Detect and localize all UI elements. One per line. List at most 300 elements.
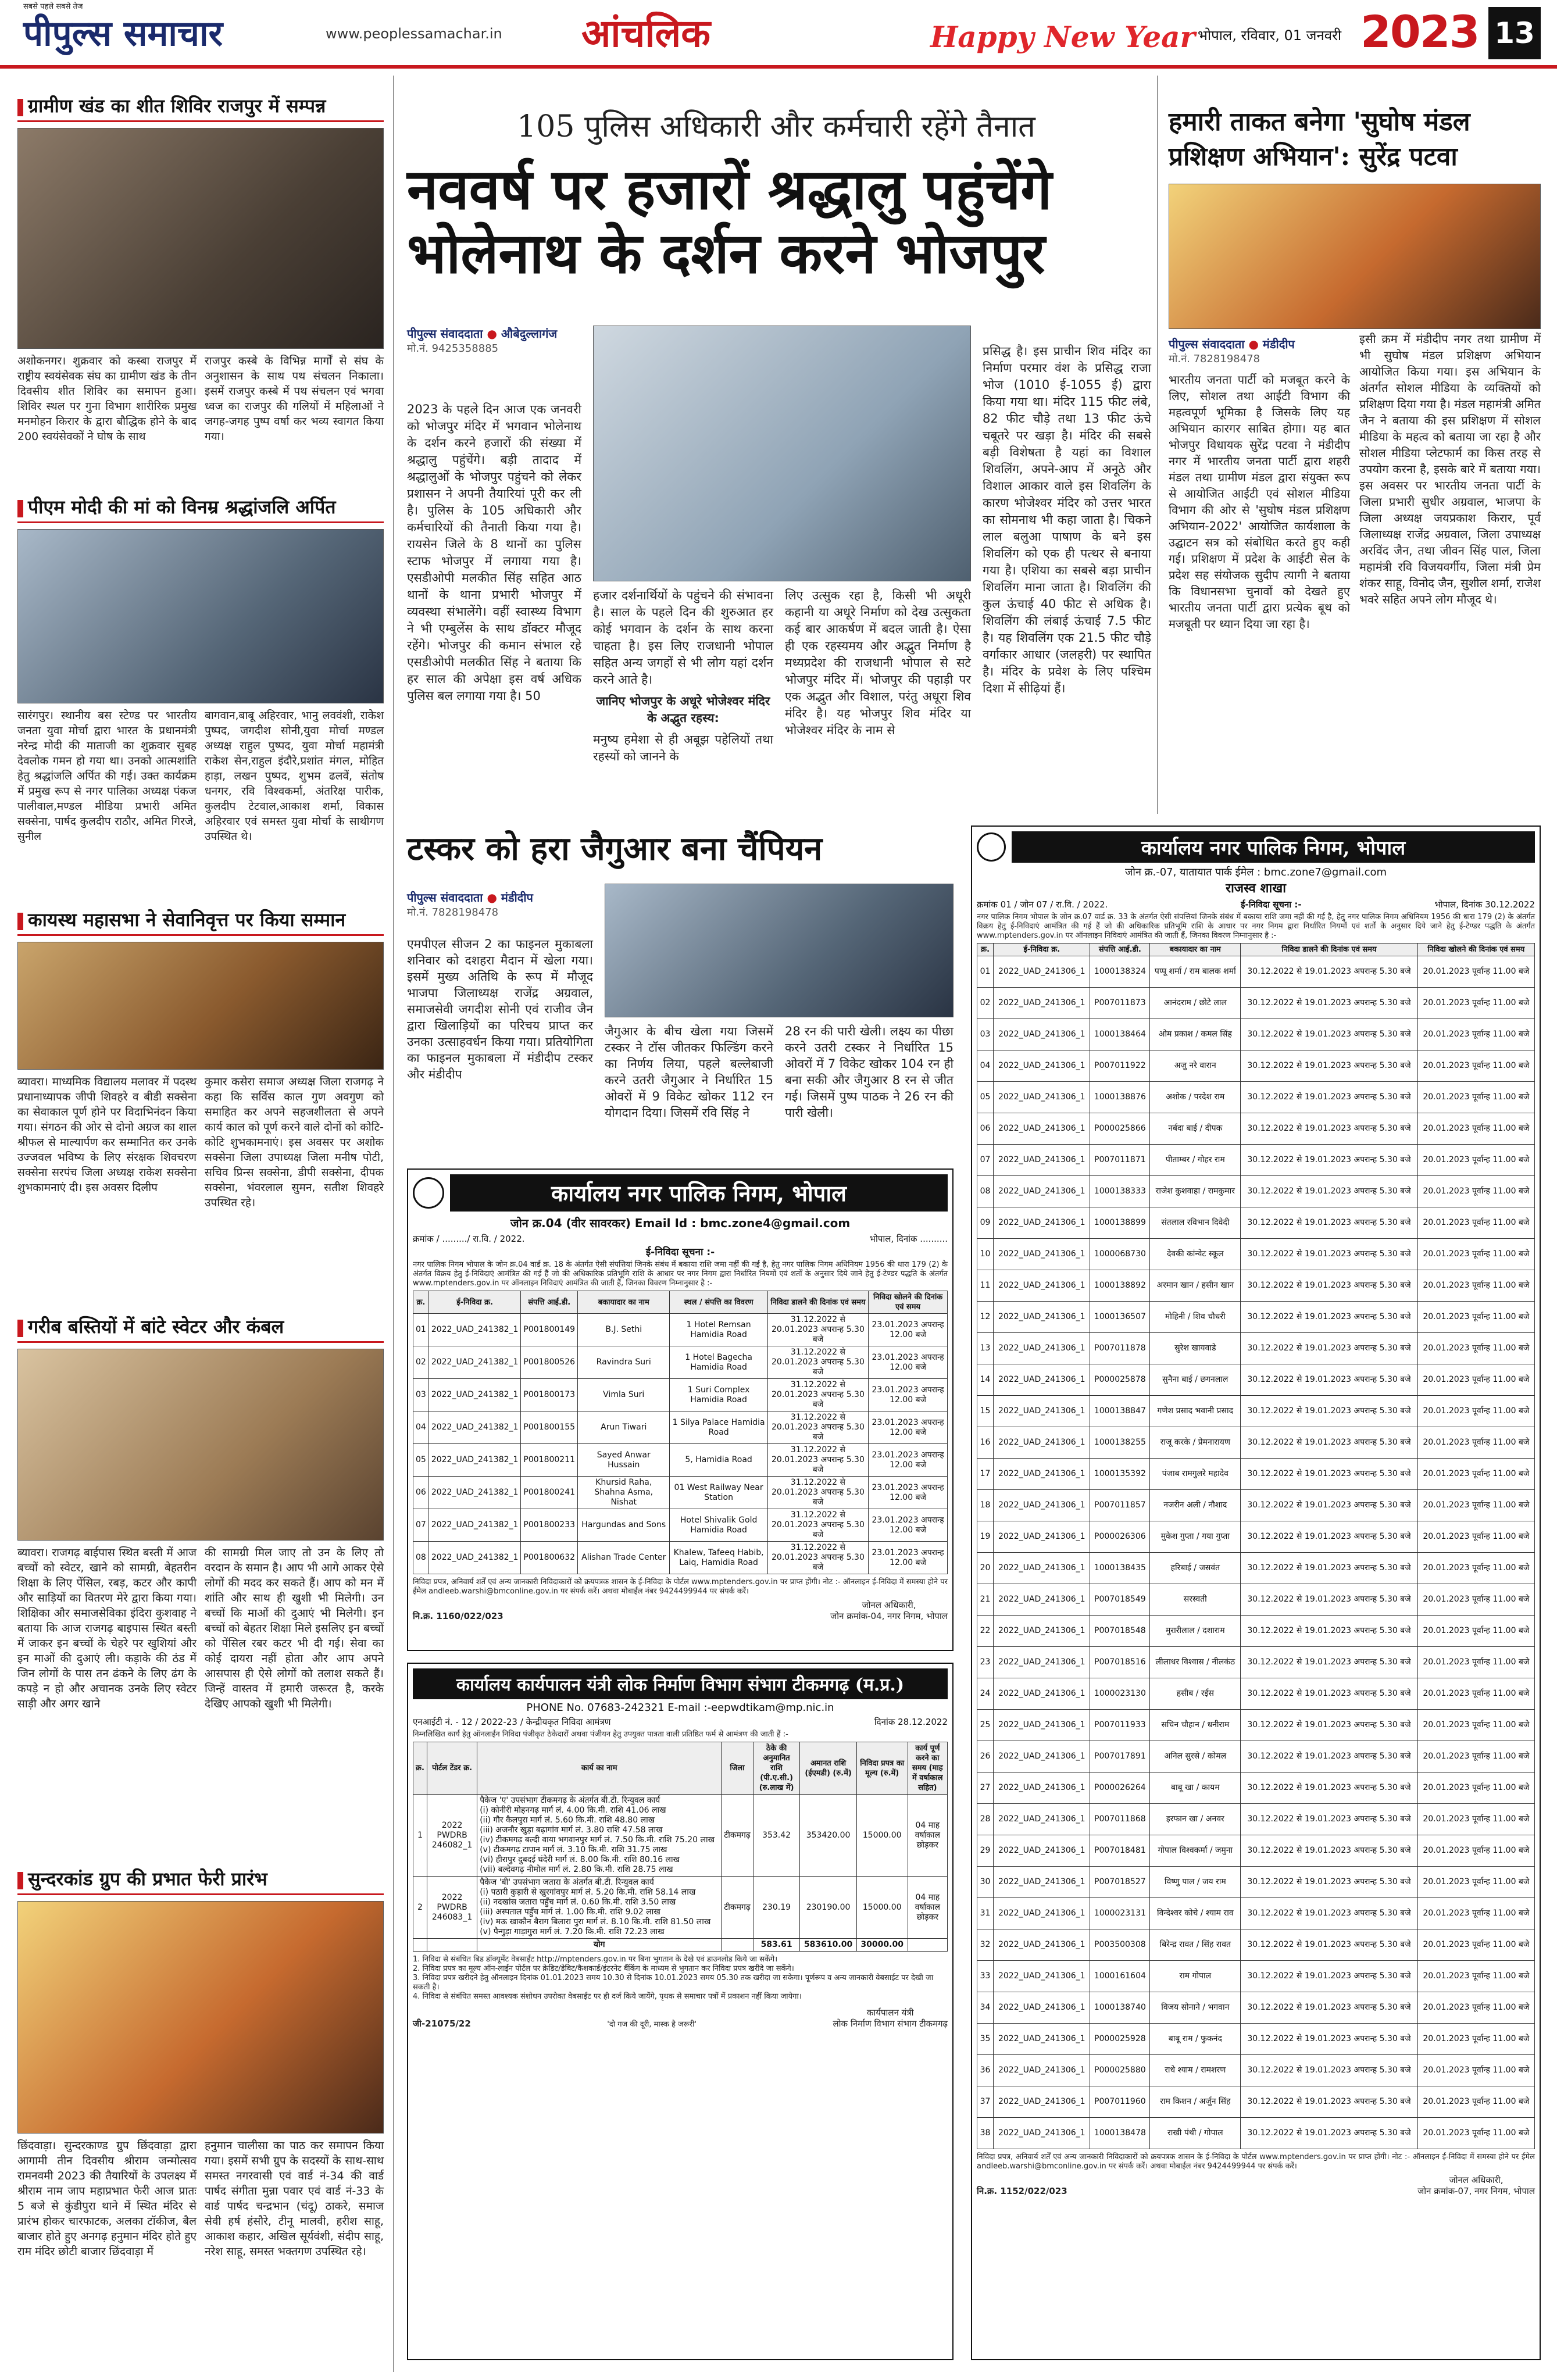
notice-date: भोपाल, दिनांक ..........: [869, 1234, 948, 1244]
table-cell: 30.12.2022 से 19.01.2023 अपरान्ह 5.30 बजे: [1241, 1176, 1417, 1207]
table-cell: विष्णु पाल / जय राम: [1150, 1867, 1241, 1898]
dateline: भोपाल, रविवार, 01 जनवरी: [1198, 27, 1342, 44]
table-cell: 2022_UAD_241306_1: [994, 1898, 1090, 1929]
table-cell: 02: [413, 1346, 429, 1379]
table-cell: 31.12.2022 से 20.01.2023 अपरान्ह 5.30 बजे: [767, 1379, 868, 1411]
notice-title: कार्यालय नगर पालिक निगम, भोपाल: [450, 1174, 948, 1212]
table-cell: 22: [977, 1616, 994, 1647]
table-header-cell: अमानत राशि (ईएमडी) (रु.में): [800, 1742, 856, 1795]
table-cell: P007011873: [1090, 988, 1150, 1019]
table-cell: 20.01.2023 पूर्वान्ह 11.00 बजे: [1417, 1396, 1534, 1427]
table-row: [977, 1616, 1535, 1647]
table-cell: 13: [977, 1333, 994, 1364]
table-cell: राजेश कुशवाहा / रामकुमार: [1150, 1176, 1241, 1207]
notice-subtitle: ई-निविदा सूचना :-: [645, 1246, 715, 1258]
table-header-cell: पोर्टल टेंडर क्र.: [427, 1742, 477, 1795]
table-cell: 30.12.2022 से 19.01.2023 अपरान्ह 5.30 बजे: [1241, 1270, 1417, 1302]
table-cell: 20.01.2023 पूर्वान्ह 11.00 बजे: [1417, 1835, 1534, 1867]
table-cell: [413, 1939, 427, 1952]
column-divider: [1157, 76, 1158, 814]
tender-table: [413, 1291, 948, 1574]
table-cell: 1: [413, 1795, 427, 1877]
table-cell: टीकमगढ़: [722, 1877, 753, 1939]
table-cell: 35: [977, 2024, 994, 2055]
photo-felicitation: [17, 942, 384, 1070]
table-row: [977, 1396, 1535, 1427]
table-cell: 30.12.2022 से 19.01.2023 अपरान्ह 5.30 बजे: [1241, 1992, 1417, 2024]
table-cell: Khalew, Tafeeq Habib, Laiq, Hamidia Road: [670, 1542, 767, 1574]
table-cell: 30.12.2022 से 19.01.2023 अपरान्ह 5.30 बजे: [1241, 2086, 1417, 2118]
table-cell: 20.01.2023 पूर्वान्ह 11.00 बजे: [1417, 1616, 1534, 1647]
table-cell: नर्बदा बाई / दीपक: [1150, 1113, 1241, 1145]
table-header-cell: संपत्ति आई.डी.: [521, 1291, 578, 1314]
table-cell: 2022_UAD_241306_1: [994, 1050, 1090, 1082]
table-cell: 1000138876: [1090, 1082, 1150, 1113]
table-row: [977, 1302, 1535, 1333]
table-cell: 30000.00: [856, 1939, 908, 1952]
table-header-cell: ई-निविदा क्र.: [994, 944, 1090, 956]
notice-footer: निविदा प्रपत्र, अनिवार्य शर्तें एवं अन्य जानकारी निविदाकारों को क्रयपत्रक शासन के ई-निविदा के पोर्टल www.mptenders.gov.in पर प्राप्त होंगी। नोट :- ऑनलाइन ई-निविदा में समस्या होने पर ईमेल andleeb.warshi@bmconline.gov.in पर संपर्क करें। अथवा मोबाईल नंबर 9424499944 पर संपर्क करें।: [413, 1578, 948, 1596]
story-text: की सामग्री मिल जाए तो उन के लिए तो वरदान के समान है। आप भी आगे आकर ऐसे लोगों की मदद कर सकते हैं। आप को मन में शांति और साथ ही खुशी भी मिलेगी। उन बच्चों कि माओं की दुआएं भी मिलेगी। इन बच्चों को बेहतर शिक्षा मिले इसलिए इन बच्चों को पेंसिल रबर कटर भी दी गई। सेवा का कोई दायरा नहीं होता और आप अपने आसपास ही ऐसे लोगों को तलाश सकते हैं। जिन्हें वास्तव में हमारी जरूरत है, करके देखिए आपको खुशी भी मिलेगी।: [205, 1546, 384, 1710]
table-cell: 17: [977, 1459, 994, 1490]
notice-date: दिनांक 28.12.2022: [874, 1717, 948, 1727]
table-row: [977, 1270, 1535, 1302]
notice-zone: जोन क्र.04 (वीर सावरकर) Email Id : bmc.zone4@gmail.com: [510, 1216, 851, 1230]
table-cell: 1000138478: [1090, 2118, 1150, 2149]
tender-notice-pwd: [407, 1663, 954, 2360]
table-cell: P007018549: [1090, 1584, 1150, 1616]
table-cell: 12: [977, 1302, 994, 1333]
table-cell: 20.01.2023 पूर्वान्ह 11.00 बजे: [1417, 1082, 1534, 1113]
table-row: [977, 988, 1535, 1019]
table-cell: ओम प्रकाश / कमल सिंह: [1150, 1019, 1241, 1050]
notice-contact: PHONE No. 07683-242321 E-mail :-eepwdtikam@mp.nic.in: [526, 1702, 834, 1714]
table-row: [977, 2024, 1535, 2055]
table-cell: 2022_UAD_241382_1: [428, 1509, 521, 1542]
table-cell: इरफान खा / अनवर: [1150, 1804, 1241, 1835]
table-row: [413, 1542, 948, 1574]
table-cell: 2022_UAD_241306_1: [994, 1176, 1090, 1207]
table-cell: 03: [977, 1019, 994, 1050]
notice-ref: क्रमांक 01 / जोन 07 / रा.वि. / 2022.: [977, 899, 1108, 910]
table-cell: टीकमगढ़: [722, 1795, 753, 1877]
table-cell: 32: [977, 1929, 994, 1961]
table-cell: योग: [477, 1939, 722, 1952]
table-cell: मुकेश गुप्ता / गया गुप्ता: [1150, 1521, 1241, 1553]
table-cell: पीताम्बर / गोहर राम: [1150, 1145, 1241, 1176]
website-url[interactable]: www.peoplessamachar.in: [326, 26, 502, 42]
byline-mobile: मो.नं. 7828198478: [407, 906, 499, 919]
table-cell: 31.12.2022 से 20.01.2023 अपरान्ह 5.30 बजे: [767, 1477, 868, 1509]
story-text: कुमार कसेरा समाज अध्यक्ष जिला राजगढ़ ने कहा कि सर्विस काल गुण अवगुण को समाहित कर अपने सहजशीलता से अपने कार्य काल को पूर्ण करने वाले दोनों को कोटि-कोटि शुभकामनाएं। इस अवसर पर अशोक सक्सेना जिला उपाध्यक्ष जिला मनीष पोटी, सचिव प्रिन्स सक्सेना, डीपी सक्सेना, दीपक सक्सेना, भंवरलाल सुमन, सतीश शिवहरे उपस्थित रहे।: [205, 1075, 384, 1209]
story-text: सारंगपुर। स्थानीय बस स्टेण्ड पर भारतीय जनता युवा मोर्चा द्वारा भारत के प्रधानमंत्री नरेन्द्र मोदी की माताजी का शुक्रवार सुबह देवलोक गमन हो गया था। उनको आत्मशांति हेतु श्रद्धांजलि अर्पित की गई। उक्त कार्यक्रम में प्रमुख रूप से नगर पालिका अध्यक्ष पंकज पालीवाल,मण्डल मीडिया प्रभारी अमित सक्सेना, पार्षद कुलदीप राठौर, अमित गिरजे, सुनील: [17, 709, 197, 843]
table-row: [977, 1553, 1535, 1584]
table-cell: 1 Suri Complex Hamidia Road: [670, 1379, 767, 1411]
table-cell: 20.01.2023 पूर्वान्ह 11.00 बजे: [1417, 1584, 1534, 1616]
table-header-cell: निविदा खोलने की दिनांक एवं समय: [1417, 944, 1534, 956]
notice-signature: कार्यपालन यंत्री लोक निर्माण विभाग संभाग टीकमगढ़: [833, 2007, 948, 2029]
table-cell: Khursid Raha, Shahna Asma, Nishat: [578, 1477, 670, 1509]
table-cell: 30.12.2022 से 19.01.2023 अपरान्ह 5.30 बजे: [1241, 1898, 1417, 1929]
headline: ग्रामीण खंड का शीत शिविर राजपुर में सम्पन्न: [17, 93, 384, 122]
table-header-cell: निविदा प्रपत्र का मूल्य (रु.में): [856, 1742, 908, 1795]
table-row: [413, 1314, 948, 1346]
table-cell: 30.12.2022 से 19.01.2023 अपरान्ह 5.30 बजे: [1241, 1050, 1417, 1082]
table-cell: 1000023130: [1090, 1678, 1150, 1710]
lead-kicker: 105 पुलिस अधिकारी और कर्मचारी रहेंगे तैनात: [517, 109, 1035, 144]
table-cell: P001800241: [521, 1477, 578, 1509]
headline: पीएम मोदी की मां को विनम्र श्रद्धांजलि अर्पित: [17, 494, 384, 523]
table-row: [413, 1444, 948, 1477]
table-cell: 2022_UAD_241306_1: [994, 1302, 1090, 1333]
headline: गरीब बस्तियों में बांटे स्वेटर और कंबल: [17, 1314, 384, 1343]
table-cell: संतलाल रविभान दिवेदी: [1150, 1207, 1241, 1239]
table-row: [977, 1992, 1535, 2024]
table-cell: 01: [413, 1314, 429, 1346]
table-cell: 30.12.2022 से 19.01.2023 अपरान्ह 5.30 बजे: [1241, 1302, 1417, 1333]
section-title: आंचलिक: [581, 10, 710, 56]
table-cell: 20.01.2023 पूर्वान्ह 11.00 बजे: [1417, 1302, 1534, 1333]
table-row: [977, 1050, 1535, 1082]
table-cell: P007011922: [1090, 1050, 1150, 1082]
table-cell: 20.01.2023 पूर्वान्ह 11.00 बजे: [1417, 1929, 1534, 1961]
municipal-emblem-icon: [413, 1177, 444, 1209]
table-cell: 1000138255: [1090, 1427, 1150, 1459]
pwd-tender-table: [413, 1742, 948, 1952]
table-cell: 11: [977, 1270, 994, 1302]
table-cell: 30.12.2022 से 19.01.2023 अपरान्ह 5.30 बजे: [1241, 2055, 1417, 2086]
new-year-greeting: Happy New Year: [930, 20, 1195, 54]
table-cell: 04: [413, 1411, 429, 1444]
table-cell: P001800173: [521, 1379, 578, 1411]
table-cell: 30.12.2022 से 19.01.2023 अपरान्ह 5.30 बजे: [1241, 1929, 1417, 1961]
table-cell: 23.01.2023 अपरान्ह 12.00 बजे: [869, 1379, 948, 1411]
table-row: [977, 1961, 1535, 1992]
table-cell: अजु नरे वारान: [1150, 1050, 1241, 1082]
notice-intro: निम्नलिखित कार्य हेतु ऑनलाईन निविदा पंजीकृत ठेकेदारों अथवा पंजीयन हेतु उपयुक्त पात्रता वाली प्रतिष्ठित फर्म से आमंत्रण की जाती हैं :-: [413, 1730, 788, 1739]
table-cell: 02: [977, 988, 994, 1019]
table-cell: 34: [977, 1992, 994, 2024]
table-cell: P000026306: [1090, 1521, 1150, 1553]
table-cell: 18: [977, 1490, 994, 1521]
table-cell: 07: [413, 1509, 429, 1542]
table-cell: 30.12.2022 से 19.01.2023 अपरान्ह 5.30 बजे: [1241, 1396, 1417, 1427]
table-cell: अशोक / परदेश राम: [1150, 1082, 1241, 1113]
table-row: [977, 1019, 1535, 1050]
table-cell: राम किशन / अर्जुन सिंह: [1150, 2086, 1241, 2118]
table-cell: 1000138892: [1090, 1270, 1150, 1302]
table-row: [977, 2055, 1535, 2086]
table-cell: 03: [413, 1379, 429, 1411]
masthead-tagline: सबसे पहले सबसे तेज: [23, 2, 83, 11]
table-cell: P007018548: [1090, 1616, 1150, 1647]
table-cell: 29: [977, 1835, 994, 1867]
lead-col2: हजार दर्शनार्थियों के पहुंचने की संभावना है। साल के पहले दिन की शुरुआत हर कोई भगवान के दर्शन के साथ करना चाहता है। इस लिए राजधानी भोपाल सहित अन्य जगहों से भी लोग यहां दर्शन करने आते है। जानिए भोजपुर के अधूरे भोजेश्वर मंदिर के अद्भुत रहस्य: मनुष्य हमेशा से ही अबूझ पहेलियों तथा रहस्यों को जानने के: [593, 588, 773, 763]
table-cell: P007011878: [1090, 1333, 1150, 1364]
table-row: [977, 1835, 1535, 1867]
table-cell: 20.01.2023 पूर्वान्ह 11.00 बजे: [1417, 1961, 1534, 1992]
table-cell: Hargundas and Sons: [578, 1509, 670, 1542]
table-cell: P007011857: [1090, 1490, 1150, 1521]
story-shivir: [17, 93, 384, 444]
table-cell: 2022_UAD_241306_1: [994, 1490, 1090, 1521]
table-cell: 31.12.2022 से 20.01.2023 अपरान्ह 5.30 बजे: [767, 1509, 868, 1542]
notice-ref: क्रमांक / ........./ रा.वि. / 2022.: [413, 1234, 525, 1244]
table-cell: 353420.00: [800, 1795, 856, 1877]
table-cell: आनंदराम / छोटे लाल: [1150, 988, 1241, 1019]
table-cell: B.J. Sethi: [578, 1314, 670, 1346]
table-cell: 2022_UAD_241382_1: [428, 1477, 521, 1509]
table-row: [977, 1678, 1535, 1710]
table-cell: 19: [977, 1521, 994, 1553]
story-text: छिंदवाड़ा। सुन्दरकाण्ड ग्रुप छिंदवाड़ा द्वारा आगामी तीन दिवसीय श्रीराम जन्मोत्सव रामनवमी 2023 की तैयारियों के उपलक्ष्य में श्रीराम नाम जाप महाप्रभात फेरी आज प्रातः 5 बजे से कुंडीपुरा थाने में स्थित मंदिर से प्रारंभ होकर चारफाटक, अलका टॉकीज, बैल बाजार होते हुए अनगढ़ हनुमान मंदिर होते हुए राम मंदिर छोटी बाजार छिंदवाड़ा में: [17, 2139, 197, 2258]
notice-slogan: 'दो गज की दूरी, मास्क है जरूरी': [607, 2020, 697, 2029]
table-cell: 10: [977, 1239, 994, 1270]
headline: सुन्दरकांड ग्रुप की प्रभात फेरी प्रारंभ: [17, 1866, 384, 1895]
table-header-cell: कार्य का नाम: [477, 1742, 722, 1795]
table-row: [977, 1113, 1535, 1145]
table-cell: P007018481: [1090, 1835, 1150, 1867]
table-cell: 04: [977, 1050, 994, 1082]
table-cell: 20.01.2023 पूर्वान्ह 11.00 बजे: [1417, 1333, 1534, 1364]
table-cell: P007011933: [1090, 1710, 1150, 1741]
table-cell: 20.01.2023 पूर्वान्ह 11.00 बजे: [1417, 1867, 1534, 1898]
table-row: [977, 1867, 1535, 1898]
table-cell: 2022_UAD_241306_1: [994, 1270, 1090, 1302]
table-cell: 31: [977, 1898, 994, 1929]
story-sweater: [17, 1314, 384, 1711]
table-cell: 20.01.2023 पूर्वान्ह 11.00 बजे: [1417, 1553, 1534, 1584]
table-cell: 2022_UAD_241306_1: [994, 2024, 1090, 2055]
table-cell: 01 West Railway Near Station: [670, 1477, 767, 1509]
notice-footer: निविदा प्रपत्र, अनिवार्य शर्तें एवं अन्य जानकारी निविदाकारों को क्रयपत्रक शासन के ई-निविदा के पोर्टल www.mptenders.gov.in पर प्राप्त होंगी। नोट :- ऑनलाइन ई-निविदा में समस्या होने पर ईमेल andleeb.warshi@bmconline.gov.in पर संपर्क करें। अथवा मोबाईल नंबर 9424499944 पर संपर्क करें।: [977, 2153, 1535, 2171]
table-cell: 2022_UAD_241306_1: [994, 1835, 1090, 1867]
table-cell: राजू करके / प्रेमनारायण: [1150, 1427, 1241, 1459]
photo-workshop-stage: [1169, 184, 1541, 329]
lead-story: [407, 105, 1145, 285]
table-cell: 15000.00: [856, 1795, 908, 1877]
table-cell: 23.01.2023 अपरान्ह 12.00 बजे: [869, 1444, 948, 1477]
table-cell: 16: [977, 1427, 994, 1459]
photo-tribute-gathering: [17, 529, 384, 703]
table-cell: मुरारीलाल / दशाराम: [1150, 1616, 1241, 1647]
table-cell: [908, 1939, 947, 1952]
table-row: [977, 2086, 1535, 2118]
table-cell: सरस्वती: [1150, 1584, 1241, 1616]
table-row: [977, 1082, 1535, 1113]
table-row: [977, 1490, 1535, 1521]
table-cell: 583610.00: [800, 1939, 856, 1952]
table-cell: 30.12.2022 से 19.01.2023 अपरान्ह 5.30 बजे: [1241, 956, 1417, 988]
table-cell: P007011960: [1090, 2086, 1150, 2118]
table-cell: 2022_UAD_241306_1: [994, 1364, 1090, 1396]
story-kayastha: [17, 907, 384, 1210]
table-cell: P007018527: [1090, 1867, 1150, 1898]
table-header-cell: स्थल / संपत्ति का विवरण: [670, 1291, 767, 1314]
table-cell: 23.01.2023 अपरान्ह 12.00 बजे: [869, 1314, 948, 1346]
table-cell: 23.01.2023 अपरान्ह 12.00 बजे: [869, 1346, 948, 1379]
table-cell: सचिन चौहान / धनीराम: [1150, 1710, 1241, 1741]
table-cell: 06: [977, 1113, 994, 1145]
byline: पीपुल्स संवाददाता ● मंडीदीप: [407, 891, 533, 905]
table-cell: 08: [977, 1176, 994, 1207]
table-cell: 21: [977, 1584, 994, 1616]
table-row: [977, 1239, 1535, 1270]
table-cell: 30.12.2022 से 19.01.2023 अपरान्ह 5.30 बजे: [1241, 1082, 1417, 1113]
story-text: अशोकनगर। शुक्रवार को कस्बा राजपुर में राष्ट्रीय स्वयंसेवक संघ का ग्रामीण खंड के तीन दिवसीय शीत शिविर का समापन हुआ। शिविर स्थल पर गुना विभाग शारीरिक प्रमुख मनमोहन किरार के द्वारा बौद्धिक होने के बाद 200 स्वयंसेवकों ने घोष के साथ: [17, 355, 197, 443]
table-row: [977, 1584, 1535, 1616]
notice-signature: जोनल अधिकारी, जोन क्रमांक-04, नगर निगम, भोपाल: [830, 1600, 948, 1621]
table-cell: 20.01.2023 पूर्वान्ह 11.00 बजे: [1417, 2055, 1534, 2086]
table-row: [977, 1176, 1535, 1207]
table-cell: P000025878: [1090, 1364, 1150, 1396]
table-cell: 37: [977, 2086, 994, 2118]
table-cell: 20.01.2023 पूर्वान्ह 11.00 बजे: [1417, 1490, 1534, 1521]
table-cell: 1000138740: [1090, 1992, 1150, 2024]
table-cell: 2022_UAD_241306_1: [994, 1082, 1090, 1113]
table-cell: P007018516: [1090, 1647, 1150, 1678]
story-text: ब्यावरा। माध्यमिक विद्यालय मलावर में पदस्थ प्रधानाध्यापक जीपी शिवहरे व बीडी सक्सेना का सेवाकाल पूर्ण होने पर विदाभिनंदन किया गया। संगठन की ओर से दोनो अग्रज का शाल श्रीफल से माल्यार्पण कर सम्मानित कर उनके उज्जवल भविष्य के लिए संरक्षक शिवचरण सक्सेना सरपंच जिला अध्यक्ष राकेश सक्सेना शुभकामनाएं दी। इस अवसर दिलीप: [17, 1075, 197, 1194]
byline-mobile: मो.नं. 7828198478: [1169, 353, 1260, 365]
table-cell: 20.01.2023 पूर्वान्ह 11.00 बजे: [1417, 2086, 1534, 2118]
byline-mobile: मो.नं. 9425358885: [407, 342, 499, 355]
table-cell: P001800155: [521, 1411, 578, 1444]
table-cell: 353.42: [753, 1795, 800, 1877]
table-cell: P000025928: [1090, 2024, 1150, 2055]
table-cell: 31.12.2022 से 20.01.2023 अपरान्ह 5.30 बजे: [767, 1542, 868, 1574]
table-cell: बिरेन्द्र रावत / सिंह रावत: [1150, 1929, 1241, 1961]
table-cell: 36: [977, 2055, 994, 2086]
table-cell: 30.12.2022 से 19.01.2023 अपरान्ह 5.30 बजे: [1241, 1616, 1417, 1647]
table-header-cell: क्र.: [977, 944, 994, 956]
table-cell: 07: [977, 1145, 994, 1176]
table-row: [413, 1877, 948, 1939]
table-cell: Hotel Shivalik Gold Hamidia Road: [670, 1509, 767, 1542]
lead-col3: लिए उत्सुक रहा है, किसी भी अधूरी कहानी या अधूरे निर्माण को देख उत्सुकता कई बार आकर्षण में बदल जाती है। ऐसा ही एक रहस्यमय और अद्भुत निर्माण है मध्यप्रदेश की राजधानी भोपाल से सटे भोजपुर मंदिर में। भोजपुर की पहाड़ी पर एक अद्भुत और विशाल, परंतु अधूरा शिव मंदिर है। यह भोजपुर शिव मंदिर या भोजेश्वर मंदिर के नाम से: [785, 588, 971, 737]
table-cell: 2022_UAD_241306_1: [994, 1239, 1090, 1270]
table-cell: 2022_UAD_241306_1: [994, 1521, 1090, 1553]
table-cell: 05: [977, 1082, 994, 1113]
table-cell: 2022_UAD_241306_1: [994, 1396, 1090, 1427]
story-pm-mother: [17, 494, 384, 844]
table-row: [977, 1521, 1535, 1553]
headline: हमारी ताकत बनेगा 'सुघोष मंडल प्रशिक्षण अभियान': सुरेंद्र पटवा: [1169, 107, 1470, 171]
table-header-cell: ई-निविदा क्र.: [428, 1291, 521, 1314]
table-cell: विजय सोनाने / भगवान: [1150, 1992, 1241, 2024]
table-cell: 30.12.2022 से 19.01.2023 अपरान्ह 5.30 बजे: [1241, 1710, 1417, 1741]
tender-table: [977, 943, 1535, 2149]
table-cell: 30.12.2022 से 19.01.2023 अपरान्ह 5.30 बजे: [1241, 1678, 1417, 1710]
table-cell: 1000135392: [1090, 1459, 1150, 1490]
table-cell: 20.01.2023 पूर्वान्ह 11.00 बजे: [1417, 1145, 1534, 1176]
table-cell: 31.12.2022 से 20.01.2023 अपरान्ह 5.30 बजे: [767, 1346, 868, 1379]
table-cell: 30: [977, 1867, 994, 1898]
table-cell: 1 Hotel Bagecha Hamidia Road: [670, 1346, 767, 1379]
lead-col1: 2023 के पहले दिन आज एक जनवरी को भोजपुर मंदिर में भगवान भोलेनाथ के दर्शन करने हजारों की संख्या में श्रद्धालु पहुंचेंगे। बड़ी तादाद में श्रद्धालुओं के भोजपुर पहुंचने को लेकर प्रशासन ने अपनी तैयारियां पूरी कर ली है। पुलिस के 105 अधिकारी और कर्मचारियों की तैनाती किया गया है। रायसेन जिले के 8 थानों का पुलिस स्टाफ भोजपुर में लगाया गया है। एसडीओपी मलकीत सिंह सहित आठ थानों के थाना प्रभारी भोजपुर में व्यवस्था संभालेंगे। वहीं स्वास्थ्य विभाग ने भी एम्बुलेंस के साथ डॉक्टर मौजूद रहेंगे। भोजपुर की कमान संभाल रहे एसडीओपी मलकीत सिंह ने बताया कि हर साल की अपेक्षा इस वर्ष अधिक पुलिस बल लगाया गया है। 50: [407, 402, 581, 703]
table-row: [977, 1773, 1535, 1804]
table-row: [977, 1459, 1535, 1490]
table-cell: 1000161604: [1090, 1961, 1150, 1992]
table-row: [977, 1710, 1535, 1741]
table-cell: 1000136507: [1090, 1302, 1150, 1333]
table-cell: 2022_UAD_241382_1: [428, 1542, 521, 1574]
table-cell: 1 Hotel Remsan Hamidia Road: [670, 1314, 767, 1346]
lead-headline: नववर्ष पर हजारों श्रद्धालु पहुंचेंगे भोलेनाथ के दर्शन करने भोजपुर: [407, 156, 1052, 286]
table-cell: नजरीन अली / नौशाद: [1150, 1490, 1241, 1521]
table-cell: 20.01.2023 पूर्वान्ह 11.00 बजे: [1417, 1270, 1534, 1302]
table-cell: 5, Hamidia Road: [670, 1444, 767, 1477]
table-cell: 30.12.2022 से 19.01.2023 अपरान्ह 5.30 बजे: [1241, 1961, 1417, 1992]
notice-date: भोपाल, दिनांक 30.12.2022: [1434, 899, 1535, 910]
notice-title: कार्यालय नगर पालिक निगम, भोपाल: [1012, 831, 1535, 863]
tender-notice-zone7: [971, 826, 1541, 2360]
story-text: भारतीय जनता पार्टी को मजबूत करने के लिए, सोशल तथा आईटी विभाग की महत्वपूर्ण भूमिका है जिसके लिए यह अभियान कारगर साबित होगा। यह बात भोजपुर विधायक सुरेंद्र पटवा ने मंडीदीप नगर में भारतीय जनता पार्टी द्वारा शहरी मंडल तथा ग्रामीण मंडल द्वारा संयुक्त रूप से आयोजित आईटी एवं सोशल मीडिया विभाग की ओर से 'सुघोष मंडल प्रशिक्षण अभियान-2022' आयोजित कार्यशाला के उद्घाटन सत्र को संबोधित करते हुए कही गई। प्रशिक्षण में प्रदेश के आईटी सेल के प्रदेश सह संयोजक सुदीप त्यागी ने बताया कि विधानसभा चुनावों को देखते हुए भारतीय जनता पार्टी द्वारा प्रत्येक बूथ को मजबूती पर ध्यान दिया जा रहा है।: [1169, 373, 1350, 631]
municipal-emblem-icon: [977, 832, 1006, 862]
story-patwa: [1169, 105, 1541, 632]
table-row: [977, 1929, 1535, 1961]
notice-number: जी-21075/22: [413, 2018, 471, 2029]
table-cell: पैकेज 'बी' उपसंभाग जतारा के अंतर्गत बी.टी. रिन्युवल कार्य (i) पठारी कुड़ारी से खुरगांवपुर मार्ग लं. 5.20 कि.मी. राशि 58.14 लाख (ii) नदखांस जतारा पहुँच मार्ग लं. 0.60 कि.मी. राशि 3.50 लाख (iii) अस्पताल पहुँच मार्ग लं. 1.00 कि.मी. राशि 9.02 लाख (iv) मऊ खाकौन बैराग बिलारा पुरा मार्ग लं. 8.10 कि.मी. राशि 81.50 लाख (v) पैन्गुड़ा गाड़ागुरा मार्ग लं. 7.20 कि.मी. राशि 72.23 लाख: [477, 1877, 722, 1939]
table-row: [413, 1509, 948, 1542]
table-cell: 1000138435: [1090, 1553, 1150, 1584]
story-tusker: [407, 826, 954, 870]
table-cell: P001800149: [521, 1314, 578, 1346]
table-cell: 20.01.2023 पूर्वान्ह 11.00 बजे: [1417, 1678, 1534, 1710]
table-header-cell: ठेके की अनुमानित राशि (पी.ए.सी.) (रु.लाख में): [753, 1742, 800, 1795]
table-cell: 20: [977, 1553, 994, 1584]
table-cell: राधे श्याम / रामशरण: [1150, 2055, 1241, 2086]
table-cell: P003500308: [1090, 1929, 1150, 1961]
table-cell: 2022_UAD_241306_1: [994, 1019, 1090, 1050]
table-cell: 2022_UAD_241382_1: [428, 1444, 521, 1477]
headline: टस्कर को हरा जैगुआर बना चैंपियन: [407, 830, 823, 868]
table-cell: 23.01.2023 अपरान्ह 12.00 बजे: [869, 1542, 948, 1574]
table-cell: हरिबाई / जसवंत: [1150, 1553, 1241, 1584]
table-cell: 28: [977, 1804, 994, 1835]
table-cell: P001800632: [521, 1542, 578, 1574]
table-cell: 2022_UAD_241382_1: [428, 1411, 521, 1444]
table-header-cell: कार्य पूर्ण करने का समय (माह में वर्षाकाल सहित): [908, 1742, 947, 1795]
table-header-cell: निविदा डालने की दिनांक एवं समय: [1241, 944, 1417, 956]
table-cell: P007011871: [1090, 1145, 1150, 1176]
table-cell: 1000023131: [1090, 1898, 1150, 1929]
photo-bhojpur-temple: [593, 326, 971, 581]
table-cell: 2022_UAD_241306_1: [994, 1647, 1090, 1678]
table-cell: 2022_UAD_241306_1: [994, 1553, 1090, 1584]
table-cell: 20.01.2023 पूर्वान्ह 11.00 बजे: [1417, 1113, 1534, 1145]
table-row: [977, 1804, 1535, 1835]
tusker-col1: एमपीएल सीजन 2 का फाइनल मुकाबला शनिवार को दशहरा मैदान में खेला गया। इसमें मुख्य अतिथि के रूप में मौजूद भाजपा जिलाध्यक्ष राजेंद्र अग्रवाल, समाजसेवी जगदीश सोनी एवं राजीव जैन द्वारा खिलाड़ियों का परिचय प्राप्त कर उनका उत्साहवर्धन किया गया। प्रतियोगिता का फाइनल मुकाबला में मंडीदीप टस्कर और मंडीदीप: [407, 937, 593, 1081]
table-cell: 2022_UAD_241306_1: [994, 1773, 1090, 1804]
table-cell: 2022_UAD_241306_1: [994, 2086, 1090, 2118]
headline: कायस्थ महासभा ने सेवानिवृत्त पर किया सम्मान: [17, 907, 384, 936]
notice-title: कार्यालय कार्यपालन यंत्री लोक निर्माण विभाग संभाग टीकमगढ़ (म.प्र.): [413, 1668, 948, 1699]
notice-number: नि.क्र. 1160/022/023: [413, 1611, 503, 1621]
lead-byline-box: [407, 326, 581, 355]
table-header-cell: निविदा खोलने की दिनांक एवं समय: [869, 1291, 948, 1314]
table-cell: 20.01.2023 पूर्वान्ह 11.00 बजे: [1417, 1019, 1534, 1050]
notice-signature: जोनल अधिकारी, जोन क्रमांक-07, नगर निगम, भोपाल: [1417, 2175, 1535, 2196]
table-cell: 20.01.2023 पूर्वान्ह 11.00 बजे: [1417, 2118, 1534, 2149]
story-text: हनुमान चालीसा का पाठ कर समापन किया गया। इसमें सभी ग्रुप के सदस्यों के साथ-साथ समस्त नगरवासी एवं वार्ड नं-34 की वार्ड पार्षद संगीता मुन्ना पवार एवं वार्ड नं-33 के वार्ड पार्षद चन्द्रभान (चंदू) ठाकरे, समाज सेवी हर्ष हंसौरे, टीनू मालवी, हरीश साहू, आकाश कहार, अखिल सूर्यवंशी, संदीप साहू, नरेश साहू, समस्त भक्तगण उपस्थित रहे।: [205, 2139, 384, 2258]
table-cell: 20.01.2023 पूर्वान्ह 11.00 बजे: [1417, 1992, 1534, 2024]
table-cell: 2022_UAD_241306_1: [994, 1427, 1090, 1459]
table-cell: 2022_UAD_241306_1: [994, 1584, 1090, 1616]
table-total-row: [413, 1939, 948, 1952]
table-cell: 30.12.2022 से 19.01.2023 अपरान्ह 5.30 बजे: [1241, 1773, 1417, 1804]
notice-subtitle: ई-निविदा सूचना :-: [1241, 899, 1302, 910]
table-cell: पैकेज 'ए' उपसंभाग टीकमगढ़ के अंतर्गत बी.टी. रिन्युवल कार्य (i) कोनीरी मोहनगढ़ मार्ग लं. 4.00 कि.मी. राशि 41.06 लाख (ii) गौर कैलपुरा मार्ग लं. 5.60 कि.मी. राशि 48.80 लाख (iii) अजनौर खुड़ा बढ़ागांव मार्ग लं. 3.80 राशि 47.58 लाख (iv) टीकमगढ़ बल्दी वाया भगवानपुर मार्ग लं. 7.50 कि.मी. राशि 75.20 लाख (v) टीकमगढ़ टापान मार्ग लं. 3.10 कि.मी. राशि 31.75 लाख (vi) हीरापुर दुबदई घंदेरी मार्ग लं. 8.00 कि.मी. राशि 80.16 लाख (vii) बल्देवगढ़ नीमोल मार्ग लं. 2.80 कि.मी. राशि 28.75 लाख: [477, 1795, 722, 1877]
